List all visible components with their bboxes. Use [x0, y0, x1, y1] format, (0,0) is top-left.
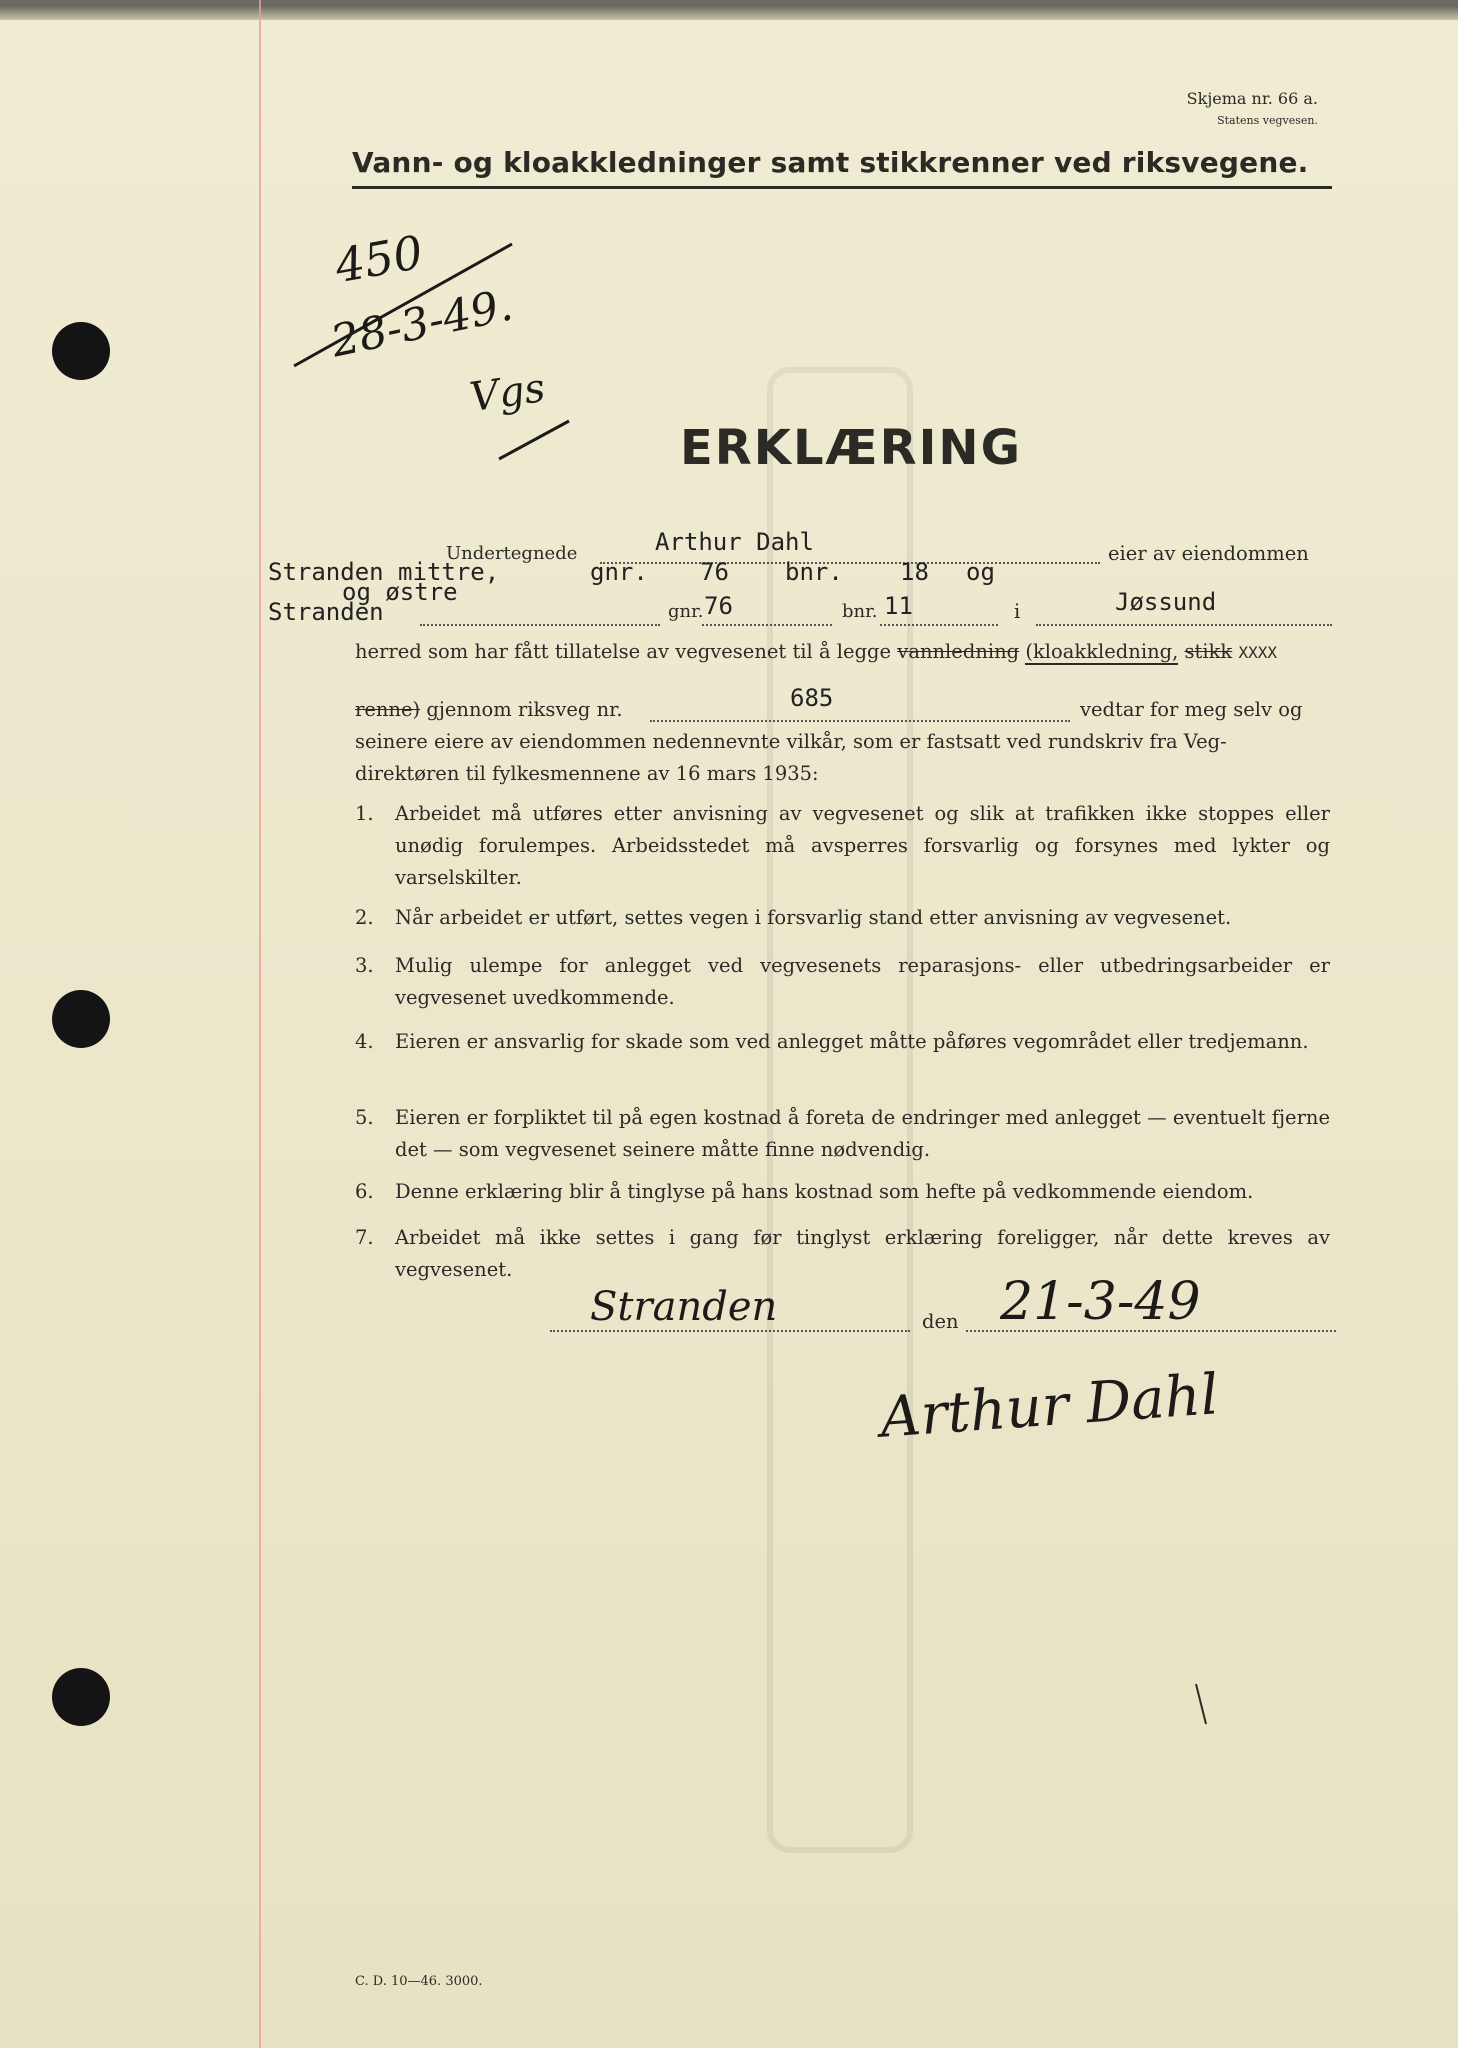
intro-line-2: seinere eiere av eiendommen nedennevnte vilkår, som er fastsatt ved rundskriv fra Veg-	[355, 730, 1227, 753]
gnr-label-1: gnr.	[590, 558, 648, 586]
clause-number: 4.	[355, 1030, 374, 1053]
document-title: ERKLÆRING	[680, 420, 1022, 476]
form-schema-label	[1187, 88, 1318, 132]
road-dotted-line	[650, 720, 1070, 722]
handwritten-date: 28-3-49.	[326, 279, 517, 368]
signature-date: 21-3-49	[1000, 1272, 1201, 1332]
in-label: i	[1014, 600, 1021, 623]
owner-label: eier av eiendommen	[1108, 542, 1309, 565]
clause-2	[355, 902, 1330, 934]
permission-text	[355, 636, 1277, 669]
clause-number: 5.	[355, 1106, 374, 1129]
road-line	[355, 694, 623, 726]
struck-culvert-end: renne)	[355, 698, 421, 721]
property-name-2b: Stranden	[268, 598, 384, 626]
heading-underline	[352, 186, 1332, 189]
signature-place: Stranden	[590, 1284, 778, 1330]
municipality-dotted-line	[1036, 624, 1332, 626]
bnr-value-2: 11	[884, 592, 913, 620]
vedtar-text: vedtar for meg selv og	[1080, 698, 1303, 721]
struck-culvert: stikk	[1184, 640, 1233, 663]
clause-text: Eieren er forpliktet til på egen kostnad å foreta de endringer med anlegget — eventuelt fjerne det — som vegvesenet seinere måtte finne nødvendig.	[395, 1106, 1330, 1161]
clause-text: Arbeidet må ikke settes i gang før tinglyst erklæring foreligger, når dette kreves av vegvesenet.	[395, 1226, 1330, 1281]
punch-hole-bottom	[52, 1668, 110, 1726]
gnr-value-2: 76	[704, 592, 733, 620]
road-number: 685	[790, 684, 834, 712]
signature-name: Arthur Dahl	[878, 1362, 1221, 1451]
clause-number: 7.	[355, 1226, 374, 1249]
clause-number: 6.	[355, 1180, 374, 1203]
punch-hole-middle	[52, 990, 110, 1048]
clause-6	[355, 1176, 1330, 1208]
handwritten-number: 450	[330, 224, 427, 294]
form-heading: Vann- og kloakkledninger samt stikkrenner ved riksvegene.	[352, 146, 1309, 179]
clause-1	[355, 798, 1330, 894]
bnr-dotted-line	[880, 624, 998, 626]
property-dotted-line	[420, 624, 660, 626]
print-code: C. D. 10—46. 3000.	[355, 1974, 483, 1989]
clause-number: 2.	[355, 906, 374, 929]
and-label-1: og	[966, 558, 995, 586]
agency-name: Statens vegvesen.	[1217, 114, 1318, 127]
schema-number: Skjema nr. 66 a.	[1186, 89, 1318, 108]
undersigned-label: Undertegnede	[446, 543, 578, 564]
clause-text: Eieren er ansvarlig for skade som ved anlegget måtte påføres vegområdet eller tredjemann.	[395, 1030, 1309, 1053]
gnr-label-2: gnr.	[668, 601, 704, 622]
bnr-value-1: 18	[900, 558, 929, 586]
date-label: den	[922, 1310, 959, 1333]
struck-x-marks: XXXX	[1238, 643, 1277, 662]
scan-top-edge	[0, 0, 1458, 20]
struck-water-pipe: vannledning	[897, 640, 1020, 663]
clause-number: 3.	[355, 954, 374, 977]
undersigned-name: Arthur Dahl	[655, 528, 814, 556]
undersigned-dotted-line	[600, 562, 1100, 564]
clause-text: Arbeidet må utføres etter anvisning av vegvesenet og slik at trafikken ikke stoppes eller unødig forulempes. Arbeidsstedet må avsperres forsvarlig og forsynes med lykter og varselskilter.	[395, 802, 1330, 889]
clause-4	[355, 1026, 1330, 1058]
clause-text: Når arbeidet er utført, settes vegen i forsvarlig stand etter anvisning av vegvesenet.	[395, 906, 1232, 929]
gnr-value-1: 76	[700, 558, 729, 586]
intro-line-3: direktøren til fylkesmennene av 16 mars 1935:	[355, 762, 819, 785]
clause-3	[355, 950, 1330, 1014]
handwritten-initials: Vgs	[467, 365, 548, 421]
gnr-dotted-line	[702, 624, 832, 626]
place-dotted-line	[550, 1330, 910, 1332]
property-name-2a: og østre	[342, 578, 458, 606]
municipality: Jøssund	[1115, 588, 1217, 616]
initials-stroke	[495, 415, 575, 465]
clause-text: Denne erklæring blir å tinglyse på hans kostnad som hefte på vedkommende eiendom.	[395, 1180, 1254, 1203]
clause-number: 1.	[355, 802, 374, 825]
stray-pen-mark	[1192, 1680, 1212, 1730]
property-name-1: Stranden mittre,	[268, 558, 500, 586]
clause-text: Mulig ulempe for anlegget ved vegvesenets reparasjons- eller utbedringsarbeider er vegvesenet uvedkommende.	[395, 954, 1330, 1009]
sewer-option: (kloakkledning,	[1025, 640, 1179, 663]
bnr-label-2: bnr.	[842, 601, 878, 622]
permission-text-lead: herred som har fått tillatelse av vegvesenet til å legge	[355, 640, 892, 663]
road-label: gjennom riksveg nr.	[426, 698, 623, 721]
bnr-label-1: bnr.	[785, 558, 843, 586]
punch-hole-top	[52, 322, 110, 380]
margin-line	[259, 0, 261, 2048]
clause-5	[355, 1102, 1330, 1166]
